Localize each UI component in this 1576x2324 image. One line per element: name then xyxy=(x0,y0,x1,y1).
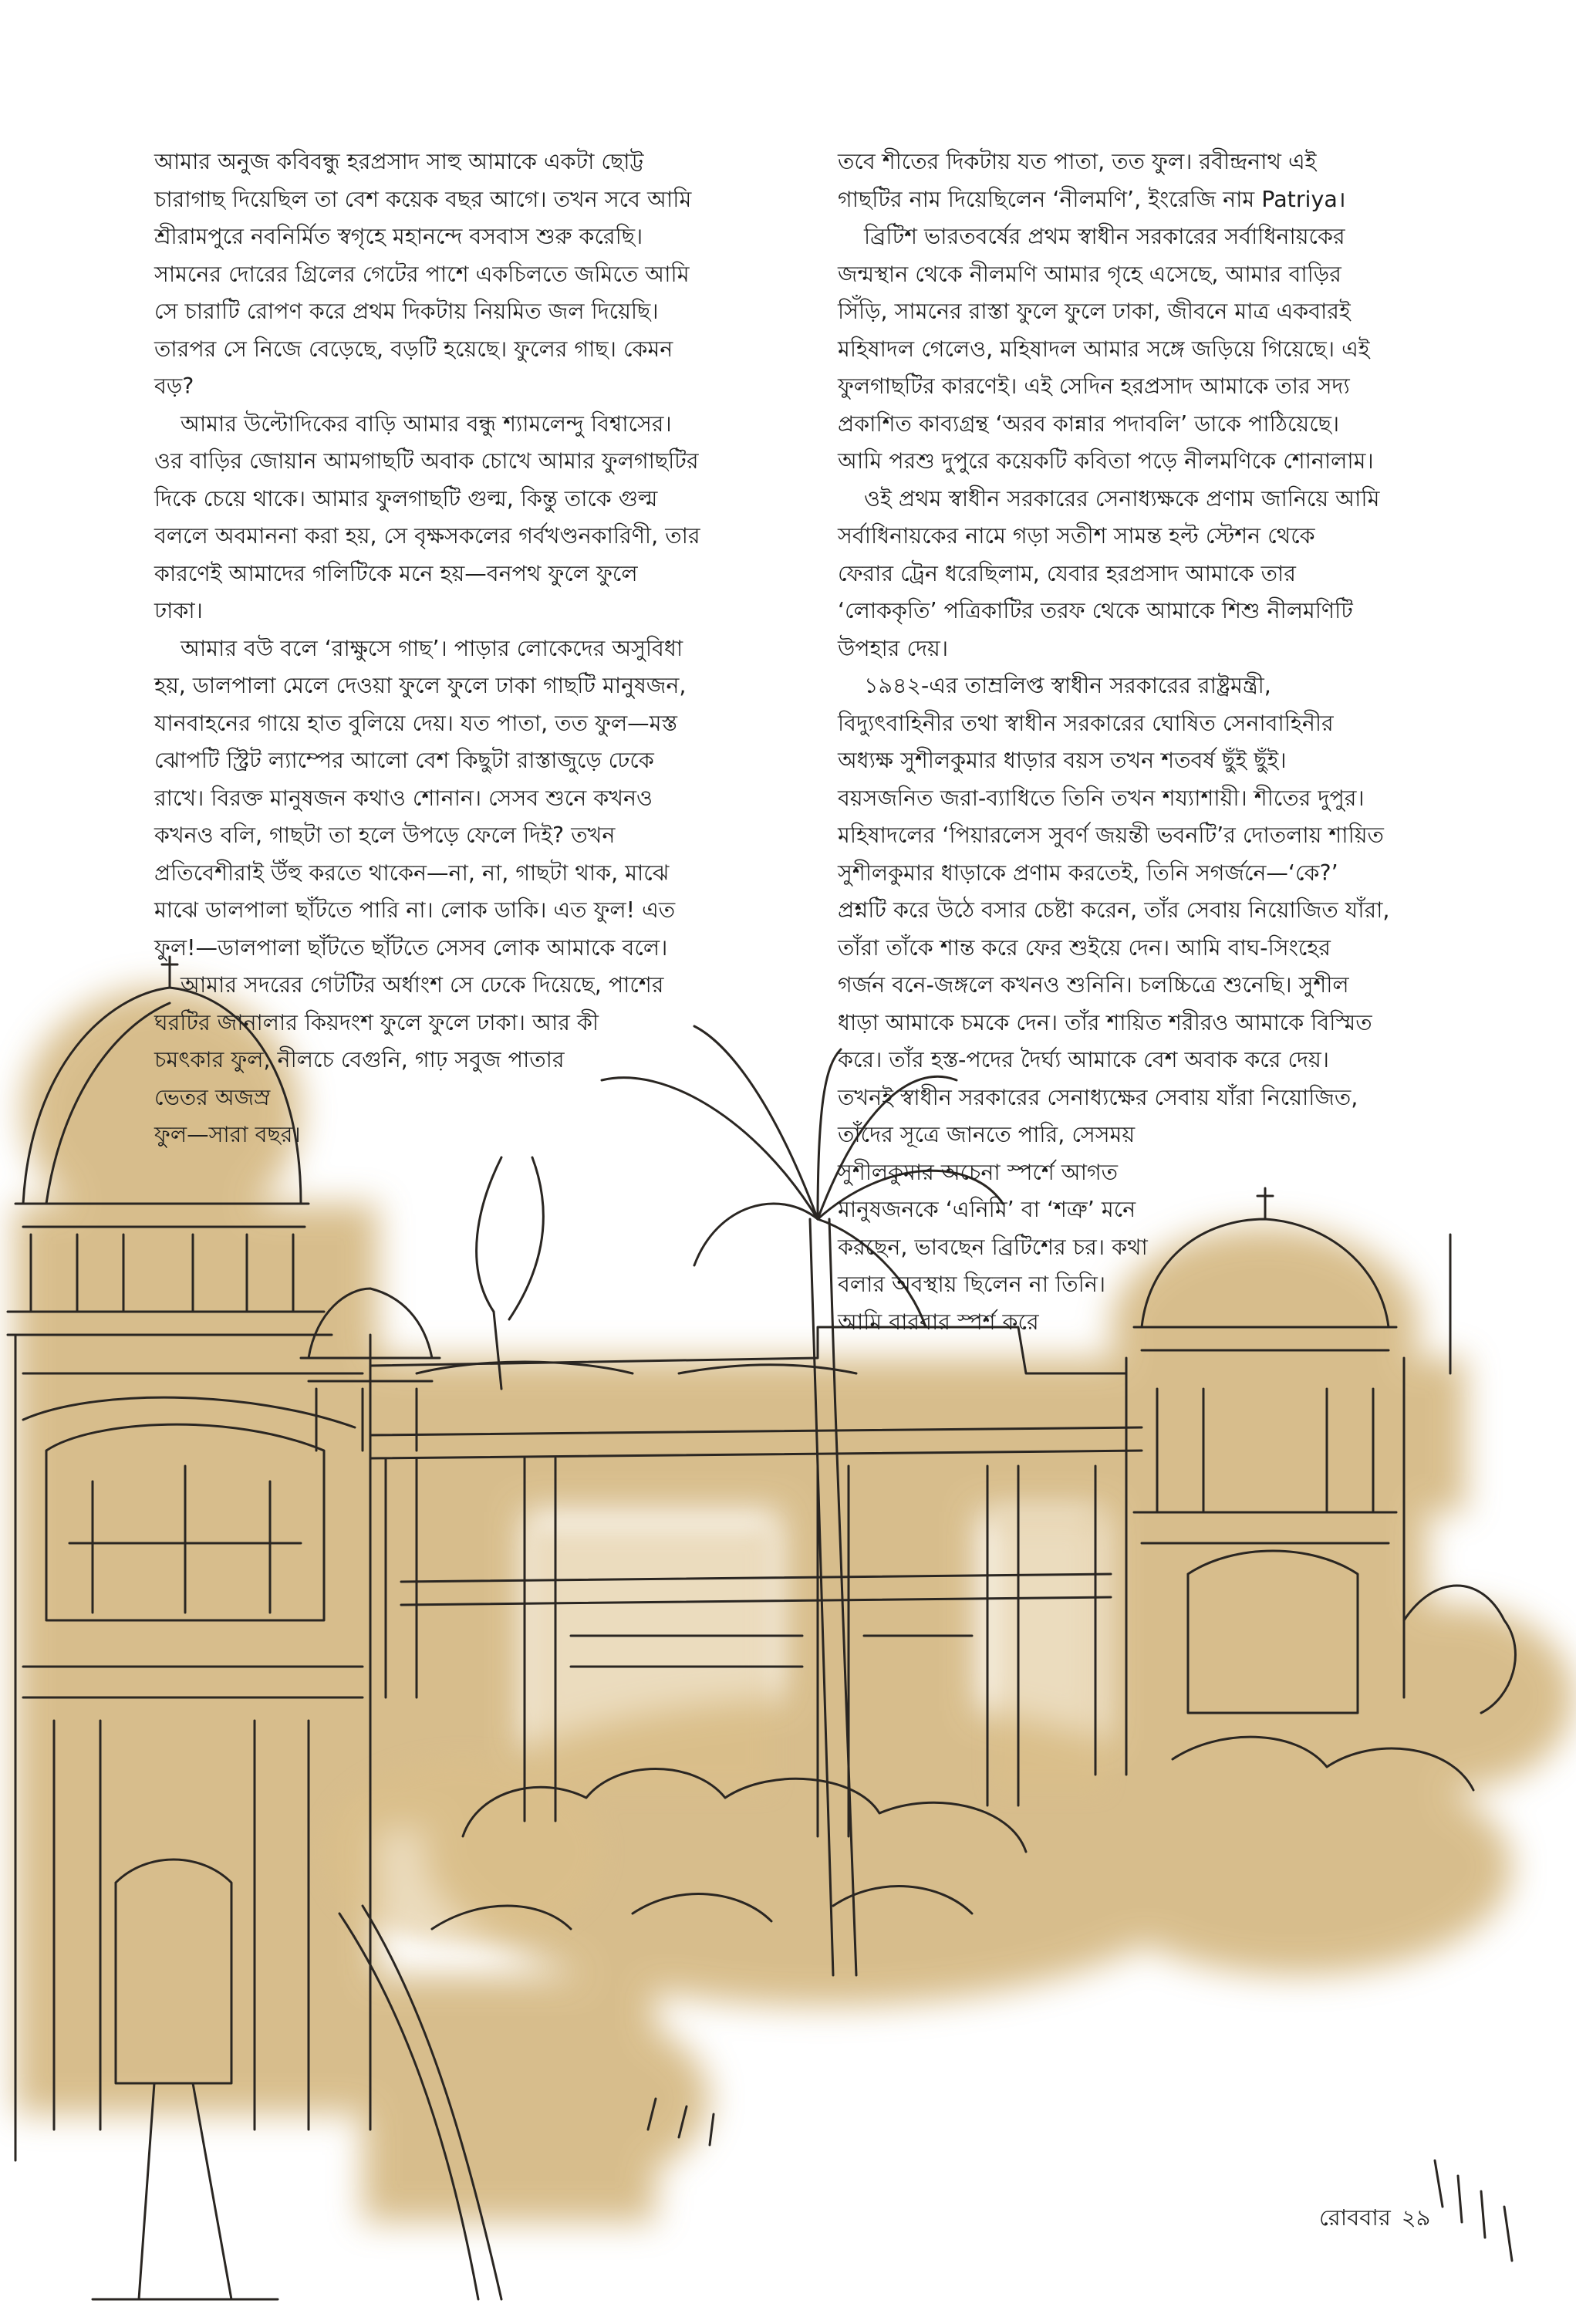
text-line: তারপর সে নিজে বেড়েছে, বড়টি হয়েছে। ফুলের গাছ। কেমন xyxy=(154,336,673,362)
paragraph xyxy=(838,667,1478,1341)
text-line: ঘরটির জানালার কিয়দংশ ফুলে ফুলে ঢাকা। আর কী xyxy=(154,1009,599,1035)
text-line: ফুল—সারা বছর। xyxy=(154,1122,301,1147)
text-line: শ্রীরামপুরে নবনির্মিত স্বগৃহে মহানন্দে বসবাস শুরু করেছি। xyxy=(154,224,643,249)
page-folio xyxy=(1319,2201,1430,2238)
text-line: ঝোপটি স্ট্রিট ল্যাম্পের আলো বেশ কিছুটা রাস্তাজুড়ে ঢেকে xyxy=(154,748,654,773)
text-line: সর্বাধিনায়কের নামে গড়া সতীশ সামন্ত হল্ট স্টেশন থেকে xyxy=(838,523,1315,549)
text-line: ঢাকা। xyxy=(154,598,203,623)
text-line: বললে অবমাননা করা হয়, সে বৃক্ষসকলের গর্বখণ্ডনকারিণী, তার xyxy=(154,523,700,549)
text-line: আমার অনুজ কবিবন্ধু হরপ্রসাদ সাহু আমাকে একটা ছোট্ট xyxy=(154,149,644,174)
text-line: কখনও বলি, গাছটা তা হলে উপড়ে ফেলে দিই? তখন xyxy=(154,823,616,848)
text-line: সুশীলকুমার ধাড়াকে প্রণাম করতেই, তিনি সগর্জনে—‘কে?’ xyxy=(838,860,1338,886)
magazine-name: রোববার xyxy=(1319,2204,1391,2231)
text-line: ফুল!—ডালপালা ছাঁটতে ছাঁটতে সেসব লোক আমাকে বলে। xyxy=(154,934,668,961)
text-line: রাখে। বিরক্ত মানুষজন কথাও শোনান। সেসব শুনে কখনও xyxy=(154,785,653,811)
paragraph xyxy=(154,630,833,968)
text-line: সুশীলকুমার অচেনা স্পর্শে আগত xyxy=(838,1159,1119,1185)
text-line: গাছটির নাম দিয়েছিলেন ‘নীলমণি’, ইংরেজি নাম Patriya। xyxy=(838,186,1346,212)
text-line: ‘লোককৃতি’ পত্রিকাটির তরফ থেকে আমাকে শিশু নীলমণিটি xyxy=(838,598,1353,623)
text-line: চমৎকার ফুল, নীলচে বেগুনি, গাঢ় সবুজ পাতার xyxy=(154,1047,565,1072)
text-line: ধাড়া আমাকে চমকে দেন। তাঁর শায়িত শরীরও আমাকে বিস্মিত xyxy=(838,1009,1372,1035)
text-line: করছেন, ভাবছেন ব্রিটিশের চর। কথা xyxy=(838,1234,1148,1260)
text-line: বয়সজনিত জরা-ব্যাধিতে তিনি তখন শয্যাশায়ী। শীতের দুপুর। xyxy=(838,785,1365,811)
text-line: প্রতিবেশীরাই উঁহু করতে থাকেন—না, না, গাছটা থাক, মাঝে xyxy=(154,860,670,886)
text-line: মানুষজনকে ‘এনিমি’ বা ‘শত্রু’ মনে xyxy=(838,1197,1136,1222)
text-line: প্রকাশিত কাব্যগ্রন্থ ‘অরব কান্নার পদাবলি’ ডাকে পাঠিয়েছে। xyxy=(838,410,1340,437)
text-line: জন্মস্থান থেকে নীলমণি আমার গৃহে এসেছে, আমার বাড়ির xyxy=(838,261,1341,287)
text-line: সামনের দোরের গ্রিলের গেটের পাশে একচিলতে জমিতে আমি xyxy=(154,261,690,287)
text-line: দিকে চেয়ে থাকে। আমার ফুলগাছটি গুল্ম, কিন্তু তাকে গুল্ম xyxy=(154,485,658,512)
text-line: তাঁরা তাঁকে শান্ত করে ফের শুইয়ে দেন। আমি বাঘ-সিংহের xyxy=(838,934,1331,961)
text-line: উপহার দেয়। xyxy=(838,635,949,661)
text-line: মাঝে ডালপালা ছাঁটতে পারি না। লোক ডাকি। এত ফুল! এত xyxy=(154,897,676,923)
text-line: আমার বউ বলে ‘রাক্ষুসে গাছ’। পাড়ার লোকেদের অসুবিধা xyxy=(181,635,683,661)
text-line: মহিষাদলের ‘পিয়ারলেস সুবর্ণ জয়ন্তী ভবনটি’র দোতলায় শায়িত xyxy=(838,823,1384,848)
text-line: ওর বাড়ির জোয়ান আমগাছটি অবাক চোখে আমার ফুলগাছটির xyxy=(154,448,699,474)
paragraph xyxy=(154,406,833,630)
text-line: সে চারাটি রোপণ করে প্রথম দিকটায় নিয়মিত জল দিয়েছি। xyxy=(154,299,659,324)
paragraph xyxy=(838,144,1478,218)
paragraph xyxy=(838,218,1478,481)
text-line: বিদ্যুৎবাহিনীর তথা স্বাধীন সরকারের ঘোষিত সেনাবাহিনীর xyxy=(838,710,1334,736)
text-line: ফেরার ট্রেন ধরেছিলাম, যেবার হরপ্রসাদ আমাকে তার xyxy=(838,560,1296,586)
article-left-column xyxy=(154,144,833,1154)
text-line: বলার অবস্থায় ছিলেন না তিনি। xyxy=(838,1272,1106,1297)
paragraph xyxy=(154,144,833,406)
text-line: চারাগাছ দিয়েছিল তা বেশ কয়েক বছর আগে। তখন সবে আমি xyxy=(154,186,692,212)
text-line: ১৯৪২-এর তাম্রলিপ্ত স্বাধীন সরকারের রাষ্ট্রমন্ত্রী, xyxy=(864,673,1271,698)
paragraph xyxy=(154,967,833,1154)
text-line: ফুলগাছটির কারণেই। এই সেদিন হরপ্রসাদ আমাকে তার সদ্য xyxy=(838,373,1350,399)
page-number: ২৯ xyxy=(1401,2204,1431,2231)
text-line: আমি বারবার স্পর্শ করে xyxy=(838,1309,1039,1335)
text-line: গর্জন বনে-জঙ্গলে কখনও শুনিনি। চলচ্চিত্রে শুনেছি। সুশীল xyxy=(838,972,1349,998)
text-line: তবে শীতের দিকটায় যত পাতা, তত ফুল। রবীন্দ্রনাথ এই xyxy=(838,149,1317,174)
text-line: হয়, ডালপালা মেলে দেওয়া ফুলে ফুলে ঢাকা গাছটি মানুষজন, xyxy=(154,673,687,698)
text-line: তখনই স্বাধীন সরকারের সেনাধ্যক্ষের সেবায় যাঁরা নিয়োজিত, xyxy=(838,1084,1358,1110)
text-line: সিঁড়ি, সামনের রাস্তা ফুলে ফুলে ঢাকা, জীবনে মাত্র একবারই xyxy=(838,299,1351,324)
text-line: যানবাহনের গায়ে হাত বুলিয়ে দেয়। যত পাতা, তত ফুল—মস্ত xyxy=(154,710,677,736)
text-line: আমার উল্টোদিকের বাড়ি আমার বন্ধু শ্যামলেন্দু বিশ্বাসের। xyxy=(181,410,672,437)
text-line: করে। তাঁর হস্ত-পদের দৈর্ঘ্য আমাকে বেশ অবাক করে দেয়। xyxy=(838,1047,1329,1072)
text-line: ভেতর অজস্র xyxy=(154,1084,271,1110)
text-line: তাঁদের সূত্রে জানতে পারি, সেসময় xyxy=(838,1122,1136,1147)
text-line: আমার সদরের গেটটির অর্ধাংশ সে ঢেকে দিয়েছে, পাশের xyxy=(181,972,664,998)
text-line: ব্রিটিশ ভারতবর্ষের প্রথম স্বাধীন সরকারের সর্বাধিনায়কের xyxy=(864,224,1345,249)
paragraph xyxy=(838,481,1478,668)
text-line: প্রশ্নটি করে উঠে বসার চেষ্টা করেন, তাঁর সেবায় নিয়োজিত যাঁরা, xyxy=(838,897,1390,923)
text-line: অধ্যক্ষ সুশীলকুমার ধাড়ার বয়স তখন শতবর্ষ ছুঁই ছুঁই। xyxy=(838,748,1287,773)
text-line: মহিষাদল গেলেও, মহিষাদল আমার সঙ্গে জড়িয়ে গিয়েছে। এই xyxy=(838,336,1370,362)
text-line: বড়? xyxy=(154,373,194,399)
text-line: কারণেই আমাদের গলিটিকে মনে হয়—বনপথ ফুলে ফুলে xyxy=(154,560,638,586)
text-line: ওই প্রথম স্বাধীন সরকারের সেনাধ্যক্ষকে প্রণাম জানিয়ে আমি xyxy=(864,485,1380,512)
article-right-column xyxy=(838,144,1478,1341)
text-line: আমি পরশু দুপুরে কয়েকটি কবিতা পড়ে নীলমণিকে শোনালাম। xyxy=(838,448,1374,474)
